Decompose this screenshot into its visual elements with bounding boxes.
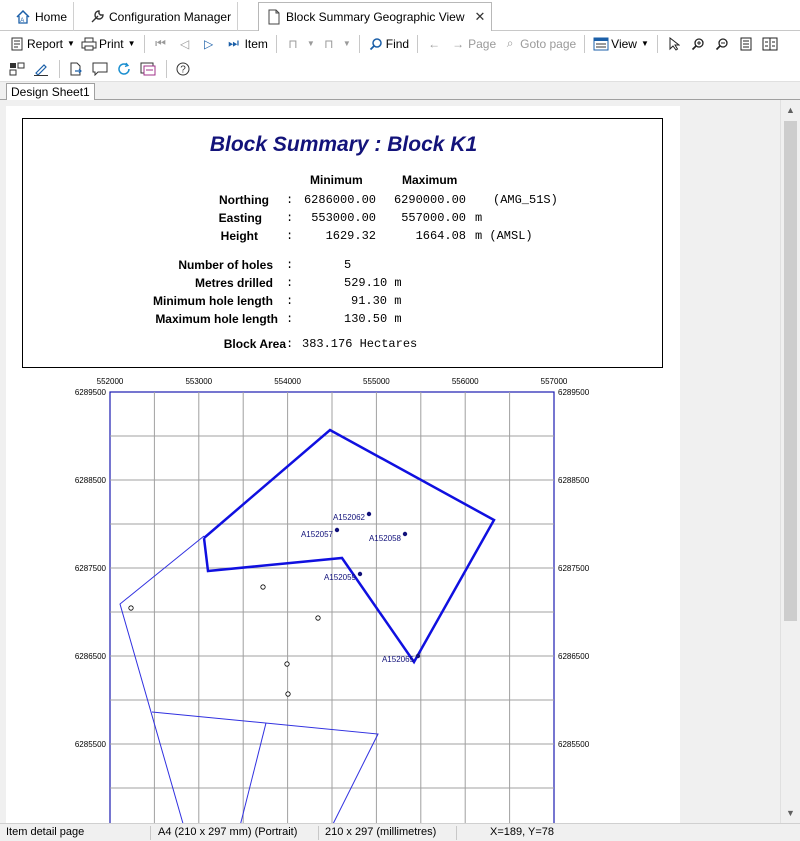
two-pages-icon	[762, 36, 778, 52]
pencil-icon	[33, 61, 49, 77]
page-label: Page	[468, 36, 497, 51]
map-frame	[110, 392, 554, 823]
next-item-button[interactable]	[198, 33, 222, 55]
northing-min: 6286000.00	[303, 193, 376, 207]
y-tick-label: 6288500	[74, 476, 106, 485]
x-tick-label: 555000	[363, 377, 390, 386]
block-summary-panel	[22, 118, 663, 368]
number-of-holes-colon: :	[286, 258, 294, 272]
edit-design-button[interactable]	[30, 58, 54, 80]
back-button[interactable]	[423, 33, 447, 55]
block-area-value: 383.176 Hectares	[302, 337, 418, 351]
status-coordinates: X=189, Y=78	[490, 826, 555, 838]
two-page-button[interactable]	[759, 33, 783, 55]
item-label: Item	[244, 36, 268, 51]
scrollbar-thumb[interactable]	[784, 121, 797, 621]
export-button[interactable]	[65, 58, 89, 80]
y-tick-label-right: 6289500	[558, 388, 590, 397]
height-min: 1629.32	[325, 229, 376, 243]
drillhole-label: A152058	[368, 534, 401, 543]
view-button[interactable]	[590, 33, 652, 55]
find-label: Find	[385, 36, 410, 51]
document-icon	[265, 8, 283, 26]
help-icon	[175, 61, 191, 77]
tab-bar	[0, 0, 800, 31]
y-tick-label-right: 6287500	[558, 564, 590, 573]
hole-marker[interactable]	[286, 692, 290, 696]
metres-drilled-label: Metres drilled	[194, 276, 273, 290]
northing-colon: :	[286, 193, 294, 207]
report-icon	[9, 36, 25, 52]
scroll-down-icon[interactable]: ▼	[786, 808, 795, 818]
easting-label: Easting	[218, 211, 262, 225]
toolbar-separator	[359, 35, 360, 53]
number-of-holes-label: Number of holes	[178, 258, 273, 272]
y-tick-label-right: 6286500	[558, 652, 590, 661]
toolbar-separator	[59, 60, 60, 78]
report-viewer[interactable]	[0, 100, 780, 823]
sheet-tab-bar	[0, 82, 800, 100]
height-unit: m (AMSL)	[475, 229, 533, 243]
drillhole-marker[interactable]	[335, 528, 339, 532]
column-header-minimum: Minimum	[310, 173, 363, 187]
next-icon: ▷	[203, 36, 214, 51]
goto-page-button[interactable]	[499, 33, 579, 55]
status-bar	[0, 823, 800, 841]
toolbar-separator	[166, 60, 167, 78]
tab-home-label: Home	[35, 9, 68, 24]
comment-button[interactable]	[89, 58, 113, 80]
bookmark-button[interactable]	[282, 33, 318, 55]
bookmark-arrow-icon: ⊓	[324, 36, 334, 51]
chevron-down-icon: ▼	[67, 39, 75, 48]
drillhole-label: A152065	[381, 655, 414, 664]
first-item-button[interactable]	[150, 33, 174, 55]
y-tick-label: 6285500	[74, 740, 106, 749]
height-label: Height	[220, 229, 258, 243]
height-max: 1664.08	[415, 229, 466, 243]
select-tool-button[interactable]	[663, 33, 687, 55]
easting-unit: m	[475, 211, 483, 225]
svg-text:?: ?	[180, 64, 186, 75]
hole-marker[interactable]	[261, 585, 265, 589]
last-item-button[interactable]	[222, 33, 271, 55]
arrow-left-icon: ←	[428, 36, 441, 51]
northing-unit: (AMG_51S)	[493, 193, 558, 207]
arrow-right-icon: →	[452, 36, 465, 51]
y-tick-label: 6287500	[74, 564, 106, 573]
column-header-maximum: Maximum	[402, 173, 458, 187]
export-icon	[68, 61, 84, 77]
min-hole-length-colon: :	[286, 294, 294, 308]
x-tick-label: 556000	[451, 377, 479, 386]
status-paper-size: A4 (210 x 297 mm) (Portrait)	[158, 826, 298, 838]
wrench-icon	[88, 8, 106, 26]
hole-marker[interactable]	[285, 662, 289, 666]
search-icon	[368, 36, 384, 52]
x-tick-label: 552000	[96, 377, 124, 386]
geographic-map	[26, 374, 626, 823]
report-page	[6, 106, 680, 823]
chevron-down-icon: ▼	[127, 39, 136, 48]
bookmark-nav-button[interactable]	[318, 33, 354, 55]
drillhole-marker[interactable]	[367, 512, 371, 516]
drillhole-label: A152057	[300, 530, 333, 539]
min-hole-length-value: 91.30 m	[351, 294, 402, 308]
status-separator	[150, 826, 151, 840]
max-hole-length-label: Maximum hole length	[155, 312, 278, 326]
hole-marker[interactable]	[316, 616, 320, 620]
view-icon	[593, 36, 609, 52]
height-colon: :	[286, 229, 294, 243]
svg-text:A: A	[20, 17, 25, 24]
toolbar-separator	[144, 35, 145, 53]
close-icon[interactable]: ✕	[474, 9, 486, 24]
x-tick-label: 554000	[274, 377, 301, 386]
printer-icon	[81, 36, 97, 52]
block-area-colon: :	[286, 337, 294, 351]
report-button[interactable]	[6, 33, 78, 55]
toolbar-separator	[276, 35, 277, 53]
toolbar-separator	[657, 35, 658, 53]
status-separator	[318, 826, 319, 840]
drillhole-marker[interactable]	[416, 654, 420, 658]
easting-min: 553000.00	[311, 211, 376, 225]
y-tick-label: 6289500	[74, 388, 106, 397]
previous-item-button[interactable]	[174, 33, 198, 55]
x-tick-label: 557000	[540, 377, 568, 386]
drillhole-label: A152059	[323, 573, 356, 582]
y-tick-label-right: 6285500	[558, 740, 590, 749]
hole-marker[interactable]	[129, 606, 133, 610]
min-hole-length-label: Minimum hole length	[153, 294, 273, 308]
zoom-in-button[interactable]	[687, 33, 711, 55]
status-separator	[456, 826, 457, 840]
comment-icon	[92, 61, 108, 77]
drillhole-marker[interactable]	[358, 572, 362, 576]
first-icon: ⏮	[155, 36, 166, 50]
chevron-down-icon: ▼	[306, 39, 315, 48]
northing-max: 6290000.00	[393, 193, 466, 207]
print-button[interactable]	[78, 33, 139, 55]
status-dimensions: 210 x 297 (millimetres)	[325, 826, 437, 838]
toolbar-separator	[584, 35, 585, 53]
page-forward-button[interactable]	[447, 33, 499, 55]
zoom-out-icon	[714, 36, 730, 52]
report-label: Report	[27, 36, 64, 51]
tab-block-summary[interactable]	[258, 2, 492, 32]
layout-icon	[9, 61, 25, 77]
help-button[interactable]	[172, 58, 196, 80]
main-toolbar	[0, 31, 800, 56]
cursor-icon	[666, 36, 682, 52]
refresh-icon	[116, 61, 132, 77]
zoom-out-button[interactable]	[711, 33, 735, 55]
goto-page-label: Goto page	[520, 36, 577, 51]
vertical-scrollbar[interactable]	[780, 100, 800, 823]
drillhole-label: A152062	[332, 513, 365, 522]
last-icon: ⏭	[228, 36, 239, 50]
tab-block-summary-label: Block Summary Geographic View	[286, 10, 465, 24]
toolbar-separator	[417, 35, 418, 53]
scroll-up-icon[interactable]: ▲	[786, 105, 795, 115]
drillhole-marker[interactable]	[403, 532, 407, 536]
layout-button[interactable]	[6, 58, 30, 80]
y-tick-label: 6286500	[74, 652, 106, 661]
design-toolbar	[0, 56, 800, 82]
search-icon: ⌕	[506, 36, 514, 50]
max-hole-length-value: 130.50 m	[344, 312, 402, 326]
single-page-button[interactable]	[735, 33, 759, 55]
bookmark-icon: ⊓	[288, 36, 298, 51]
refresh-button[interactable]	[113, 58, 137, 80]
view-label: View	[611, 36, 637, 51]
y-tick-label-right: 6288500	[558, 476, 590, 485]
easting-colon: :	[286, 211, 294, 225]
tab-configuration-manager[interactable]	[82, 2, 238, 31]
metres-drilled-value: 529.10 m	[344, 276, 402, 290]
find-button[interactable]	[365, 33, 412, 55]
print-label: Print	[98, 36, 124, 51]
previous-icon: ◁	[179, 36, 190, 51]
summary-title: Block Summary : Block K1	[209, 133, 478, 156]
easting-max: 557000.00	[401, 211, 466, 225]
metres-drilled-colon: :	[286, 276, 294, 290]
tab-configuration-manager-label: Configuration Manager	[109, 9, 232, 24]
status-message: Item detail page	[6, 826, 85, 838]
chevron-down-icon: ▼	[640, 39, 649, 48]
max-hole-length-colon: :	[286, 312, 294, 326]
x-tick-label: 553000	[185, 377, 213, 386]
chevron-down-icon: ▼	[342, 39, 351, 48]
northing-label: Northing	[219, 193, 269, 207]
home-icon	[14, 8, 32, 26]
sheet-tab-design-sheet1[interactable]: Design Sheet1	[6, 83, 95, 101]
number-of-holes-value: 5	[344, 258, 352, 272]
image-icon	[140, 61, 156, 77]
image-button[interactable]	[137, 58, 161, 80]
page-icon	[738, 36, 754, 52]
tab-home[interactable]	[8, 2, 74, 31]
zoom-in-icon	[690, 36, 706, 52]
block-area-label: Block Area	[223, 337, 286, 351]
